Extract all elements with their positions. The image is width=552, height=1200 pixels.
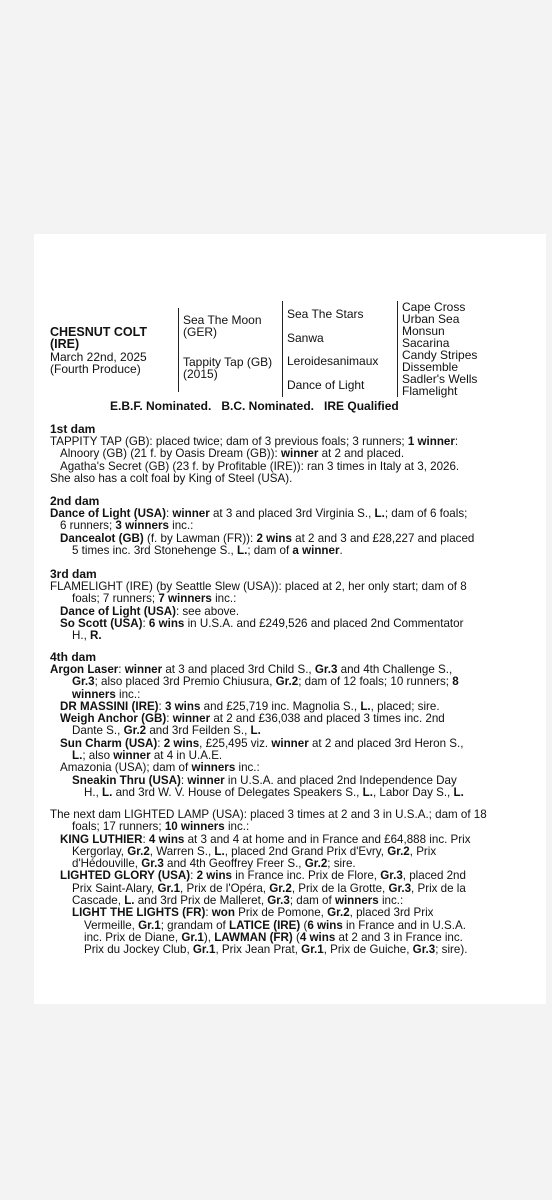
fourth-dam-line: H., L. and 3rd W. V. House of Delegates Speakers S., L., Labor Day S., L. xyxy=(84,785,464,799)
fourth-dam-line: DR MASSINI (IRE): 3 wins and £25,719 inc. Magnolia S., L., placed; sire. xyxy=(60,699,440,713)
next-dam-line: Prix du Jockey Club, Gr.1, Prix Jean Prat, Gr.1, Prix de Guiche, Gr.3; sire). xyxy=(84,943,468,957)
pedigree-ggs-3: Monsun xyxy=(402,324,445,338)
third-dam-section xyxy=(50,567,522,642)
next-dam-line: Kergorlay, Gr.2, Warren S., L., placed 2nd Grand Prix d'Evry, Gr.2, Prix xyxy=(72,844,437,858)
next-dam-line: Cascade, L. and 3rd Prix de Malleret, Gr.3; dam of winners inc.: xyxy=(72,894,404,908)
next-dam-line: KING LUTHIER: 4 wins at 3 and 4 at home and in France and £64,888 inc. Prix xyxy=(60,832,471,846)
catalogue-page xyxy=(34,234,546,1004)
first-dam-line: She also has a colt foal by King of Steel (USA). xyxy=(50,471,293,485)
next-dam-section xyxy=(50,809,522,957)
pedigree-dam: Tappity Tap (GB) xyxy=(183,355,273,369)
second-dam-line: Dance of Light (USA): winner at 3 and placed 3rd Virginia S., L.; dam of 6 foals; xyxy=(50,507,468,520)
fourth-dam-line: winners inc.: xyxy=(72,687,141,701)
fourth-dam-line: Sneakin Thru (USA): winner in U.S.A. and placed 2nd Independence Day xyxy=(72,773,457,787)
lot-title-origin: (IRE) xyxy=(50,337,80,351)
third-dam-line: H., R. xyxy=(72,629,102,643)
pedigree-ggs-1: Cape Cross xyxy=(402,300,466,314)
section-heading: 4th dam xyxy=(50,650,97,664)
fourth-dam-line: Dante S., Gr.2 and 3rd Feilden S., L. xyxy=(72,724,261,738)
fourth-dam-line: Gr.3; also placed 3rd Premio Chiusura, Gr.2; dam of 12 foals; 10 runners; 8 xyxy=(72,675,459,689)
lot-produce: (Fourth Produce) xyxy=(50,362,141,376)
pedigree-ggs-6: Dissemble xyxy=(402,360,459,374)
fourth-dam-line: L.; also winner at 4 in U.A.E. xyxy=(72,749,223,763)
third-dam-line: foals; 7 runners; 7 winners inc.: xyxy=(72,592,237,606)
fourth-dam-line: Amazonia (USA); dam of winners inc.: xyxy=(60,761,260,775)
third-dam-line: FLAMELIGHT (IRE) (by Seattle Slew (USA)): placed at 2, her only start; dam of 8 xyxy=(50,580,467,593)
pedigree-grandsire-2: Sanwa xyxy=(287,331,324,345)
fourth-dam-line: Sun Charm (USA): 2 wins, £25,495 viz. winner at 2 and placed 3rd Heron S., xyxy=(60,736,464,750)
section-heading: 2nd dam xyxy=(50,494,100,508)
fourth-dam-section xyxy=(50,650,522,799)
pedigree-sire-origin: (GER) xyxy=(183,325,217,339)
pedigree-divider xyxy=(397,301,398,397)
lot-title: CHESNUT COLT xyxy=(50,325,147,339)
nominations: E.B.F. Nominated. B.C. Nominated. IRE Qualified xyxy=(110,399,399,413)
pedigree-dam-year: (2015) xyxy=(183,367,218,381)
pedigree-grandsire-4: Dance of Light xyxy=(287,378,365,392)
first-dam-line: TAPPITY TAP (GB): placed twice; dam of 3 previous foals; 3 runners; 1 winner: xyxy=(50,435,459,448)
second-dam-section xyxy=(50,494,522,557)
pedigree-ggs-8: Flamelight xyxy=(402,384,458,398)
second-dam-line: 5 times inc. 3rd Stonehenge S., L.; dam of a winner. xyxy=(72,543,343,557)
pedigree-grandsire-1: Sea The Stars xyxy=(287,307,364,321)
next-dam-line: inc. Prix de Diane, Gr.1), LAWMAN (FR) (4 wins at 2 and 3 in France inc. xyxy=(84,930,463,944)
first-dam-line: Agatha's Secret (GB) (23 f. by Profitable (IRE)): ran 3 times in Italy at 3, 2026. xyxy=(60,459,460,473)
next-dam-line: LIGHTED GLORY (USA): 2 wins in France inc. Prix de Flore, Gr.3, placed 2nd xyxy=(60,869,466,883)
section-heading: 1st dam xyxy=(50,422,96,436)
next-dam-line: Vermeille, Gr.1; grandam of LATICE (IRE) (6 wins in France and in U.S.A. xyxy=(84,918,466,932)
pedigree-ggs-5: Candy Stripes xyxy=(402,348,478,362)
next-dam-line: LIGHT THE LIGHTS (FR): won Prix de Pomone, Gr.2, placed 3rd Prix xyxy=(72,906,434,920)
pedigree-divider xyxy=(282,301,283,397)
pedigree-sire: Sea The Moon xyxy=(183,313,262,327)
pedigree-ggs-7: Sadler's Wells xyxy=(402,372,478,386)
next-dam-line: The next dam LIGHTED LAMP (USA): placed 3 times at 2 and 3 in U.S.A.; dam of 18 xyxy=(50,808,487,821)
next-dam-line: Prix Saint-Alary, Gr.1, Prix de l'Opéra, Gr.2, Prix de la Grotte, Gr.3, Prix de la xyxy=(72,881,466,895)
next-dam-line: d'Hédouville, Gr.3 and 4th Geoffrey Freer S., Gr.2; sire. xyxy=(72,857,356,871)
section-heading: 3rd dam xyxy=(50,567,97,581)
first-dam-section xyxy=(50,422,522,485)
first-dam-line: Alnoory (GB) (21 f. by Oasis Dream (GB)): winner at 2 and placed. xyxy=(60,447,405,461)
third-dam-line: So Scott (USA): 6 wins in U.S.A. and £249,526 and placed 2nd Commentator xyxy=(60,616,464,630)
fourth-dam-line: Argon Laser: winner at 3 and placed 3rd Child S., Gr.3 and 4th Challenge S., xyxy=(50,663,453,676)
pedigree-ggs-4: Sacarina xyxy=(402,336,450,350)
next-dam-line: foals; 17 runners; 10 winners inc.: xyxy=(72,820,250,834)
second-dam-line: 6 runners; 3 winners inc.: xyxy=(60,519,194,533)
pedigree-grandsire-3: Leroidesanimaux xyxy=(287,354,379,368)
pedigree-ggs-2: Urban Sea xyxy=(402,312,460,326)
third-dam-line: Dance of Light (USA): see above. xyxy=(60,604,240,618)
fourth-dam-line: Weigh Anchor (GB): winner at 2 and £36,038 and placed 3 times inc. 2nd xyxy=(60,712,445,726)
lot-dob: March 22nd, 2025 xyxy=(50,350,147,364)
second-dam-line: Dancealot (GB) (f. by Lawman (FR)): 2 wins at 2 and 3 and £28,227 and placed xyxy=(60,531,475,545)
pedigree-divider xyxy=(178,308,179,392)
